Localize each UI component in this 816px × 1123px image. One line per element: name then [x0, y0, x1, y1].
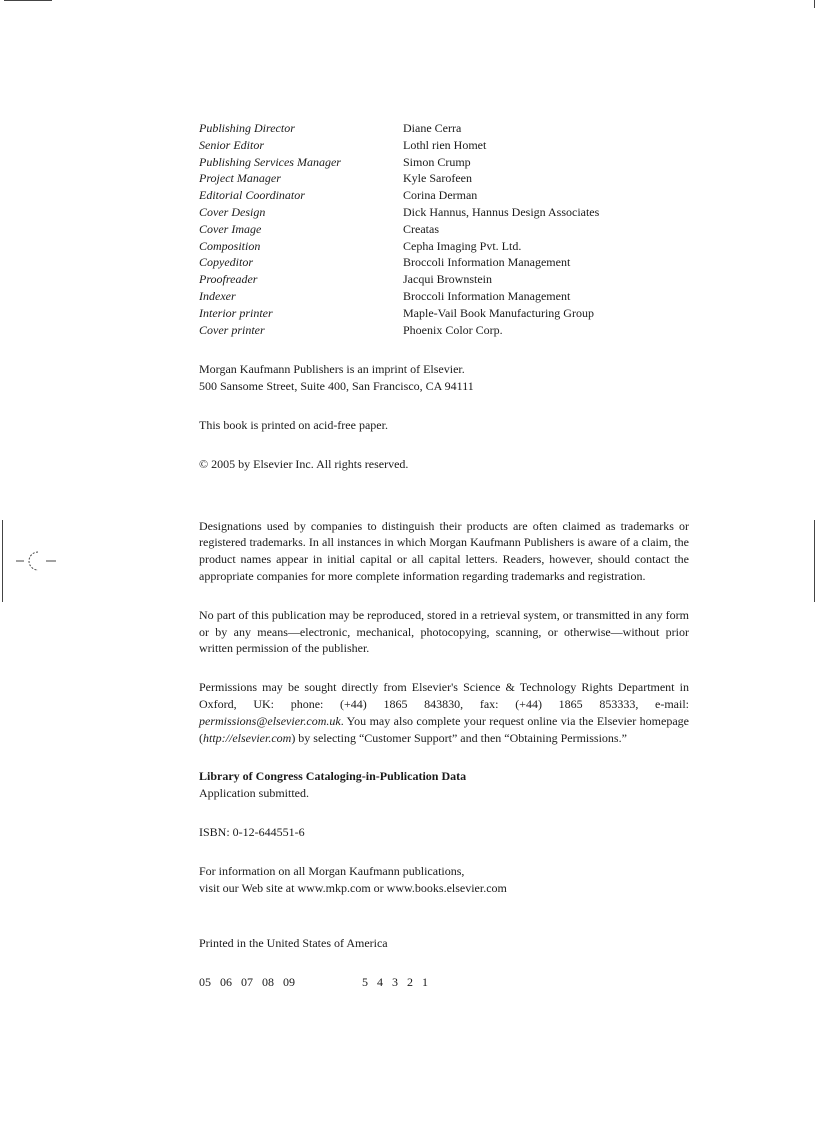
publisher-address: 500 Sansome Street, Suite 400, San Francisco, CA 94111	[199, 379, 474, 394]
credit-name: Lothl rien Homet	[403, 137, 487, 152]
permissions-email: permissions@elsevier.com.uk	[199, 713, 341, 728]
credit-name: Dick Hannus, Hannus Design Associates	[403, 204, 600, 219]
credit-name: Broccoli Information Management	[403, 255, 571, 270]
acid-free-note: This book is printed on acid-free paper.	[199, 417, 388, 432]
printing-numbers: 5 4 3 2 1	[362, 975, 428, 990]
credit-name: Corina Derman	[403, 188, 478, 203]
copyright-page	[199, 120, 689, 991]
credit-role: Composition	[199, 238, 261, 253]
credit-name: Phoenix Color Corp.	[403, 322, 503, 337]
reproduction-paragraph: No part of this publication may be reproduced, stored in a retrieval system, or transmitted in any form or by any means—electronic, mechanical, photocopying, scanning, or otherwise—without prior written permission of the publisher.	[199, 607, 689, 656]
credit-name: Broccoli Information Management	[403, 288, 571, 303]
permissions-text: . You may also complete your request online via the Elsevier homepage (	[199, 713, 689, 745]
credit-role: Editorial Coordinator	[199, 188, 305, 203]
publications-info	[199, 863, 689, 897]
publisher-info	[199, 361, 689, 395]
credit-role: Cover Image	[199, 221, 262, 236]
crop-mark-right	[814, 520, 815, 602]
credit-role: Senior Editor	[199, 137, 264, 152]
printing-line	[199, 974, 689, 991]
publications-info-line: For information on all Morgan Kaufmann publications,	[199, 863, 465, 878]
cip-status: Application submitted.	[199, 786, 309, 801]
registration-mark-icon	[16, 550, 56, 572]
trademark-paragraph: Designations used by companies to distinguish their products are often claimed as trademarks or registered trademarks. In all instances in which Morgan Kaufmann Publishers is aware of a claim, the product names appear in initial capital or all capital letters. Readers, however, should contact the appropriate companies for more complete information regarding trademarks and registration.	[199, 518, 689, 583]
printed-in: Printed in the United States of America	[199, 936, 388, 951]
credit-name: Cepha Imaging Pvt. Ltd.	[403, 238, 522, 253]
permissions-text: Permissions may be sought directly from Elsevier's Science & Technology Rights Department in Oxford, UK: phone: (+44) 1865 843830, fax: (+44) 1865 853333, e-mail:	[199, 680, 689, 711]
credit-role: Indexer	[199, 288, 236, 303]
credit-name: Jacqui Brownstein	[403, 272, 492, 287]
credit-role: Proofreader	[199, 272, 258, 287]
credit-role: Project Manager	[199, 171, 281, 186]
credit-role: Interior printer	[199, 305, 273, 320]
crop-mark-top-right	[814, 0, 815, 8]
crop-mark-top-left	[4, 0, 52, 1]
credits-list	[199, 120, 689, 338]
credit-name: Simon Crump	[403, 154, 471, 169]
printing-years: 05 06 07 08 09	[199, 975, 295, 990]
credit-name: Creatas	[403, 221, 439, 236]
publications-info-line: visit our Web site at www.mkp.com or www.books.elsevier.com	[199, 880, 507, 895]
permissions-url: http://elsevier.com	[203, 730, 292, 745]
credit-name: Maple-Vail Book Manufacturing Group	[403, 305, 594, 320]
crop-mark-left	[2, 520, 3, 602]
credit-name: Diane Cerra	[403, 121, 462, 135]
cip-block	[199, 768, 689, 802]
credit-role: Copyeditor	[199, 255, 253, 270]
permissions-paragraph	[199, 679, 689, 746]
permissions-text: ) by selecting “Customer Support” and then “Obtaining Permissions.”	[291, 730, 627, 745]
credit-role: Publishing Director	[199, 121, 295, 135]
credit-name: Kyle Sarofeen	[403, 171, 472, 186]
cip-heading: Library of Congress Cataloging-in-Publication Data	[199, 769, 467, 784]
publisher-imprint: Morgan Kaufmann Publishers is an imprint of Elsevier.	[199, 362, 465, 377]
isbn: ISBN: 0-12-644551-6	[199, 824, 305, 839]
credit-role: Cover printer	[199, 322, 265, 337]
copyright-notice: © 2005 by Elsevier Inc. All rights reserved.	[199, 456, 409, 471]
credit-role: Cover Design	[199, 204, 266, 219]
credit-role: Publishing Services Manager	[199, 154, 341, 169]
